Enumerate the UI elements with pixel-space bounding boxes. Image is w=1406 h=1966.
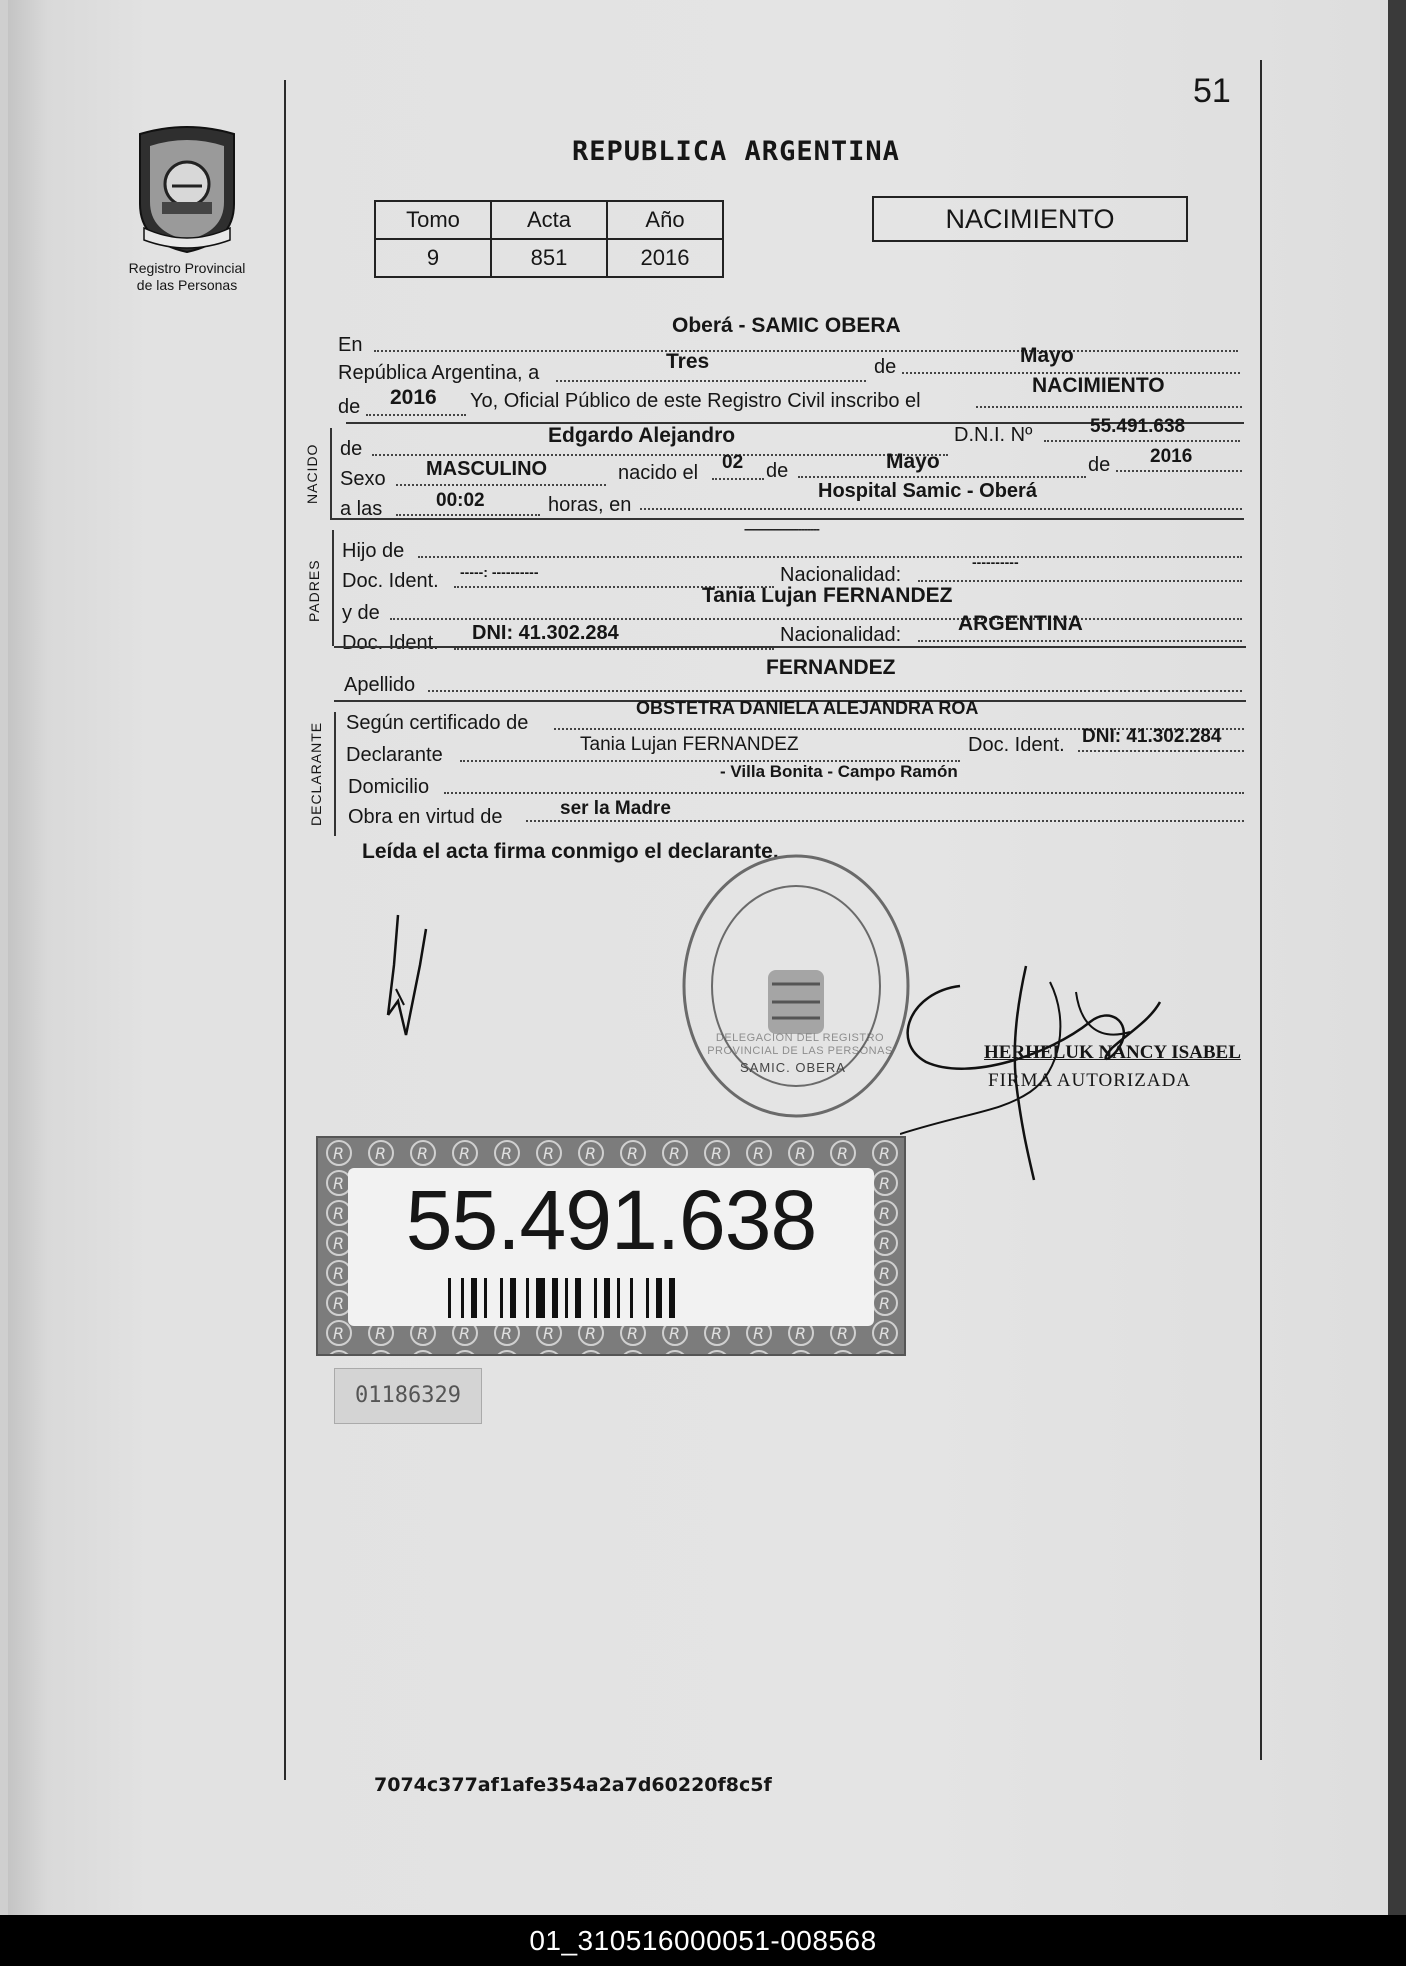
dotted-line [1078, 750, 1244, 752]
label-yo: Yo, Oficial Público de este Registro Civil inscribo el [470, 390, 921, 412]
label-doc-ident-1: Doc. Ident. [342, 570, 439, 592]
value-dni: 55.491.638 [1090, 416, 1186, 437]
side-label-declarante: DECLARANTE [308, 721, 324, 826]
signatory-role: FIRMA AUTORIZADA [988, 1070, 1192, 1091]
logo-caption [112, 260, 262, 294]
label-doc-ident-2: Doc. Ident. [342, 632, 439, 654]
value-madre-nac: ARGENTINA [958, 612, 1083, 635]
section-bar [334, 712, 336, 836]
dotted-line [798, 476, 1086, 478]
label-hijo-de: Hijo de [342, 540, 405, 562]
label-de-nombre: de [340, 438, 363, 460]
seal-ring-text: DELEGACION DEL REGISTRO PROVINCIAL DE LAS PERSONAS [707, 1032, 893, 1057]
dotted-line [418, 556, 1242, 558]
barcode-bar [484, 1278, 487, 1318]
value-declarante: Tania Lujan FERNANDEZ [580, 734, 799, 755]
value-declarante-doc: DNI: 41.302.284 [1082, 726, 1222, 747]
value-domicilio: - Villa Bonita - Campo Ramón [720, 762, 958, 781]
sticker-label [348, 1168, 874, 1326]
barcode-bar [669, 1278, 675, 1318]
barcode-bar [471, 1278, 477, 1318]
value-sexo: MASCULINO [426, 458, 548, 480]
misiones-shield-logo [132, 124, 242, 254]
dotted-line [640, 508, 1242, 510]
section-bar [330, 428, 332, 518]
section-divider [334, 646, 1246, 648]
barcode-bar [448, 1278, 451, 1318]
dotted-line [1044, 440, 1240, 442]
label-sexo: Sexo [340, 468, 386, 490]
dotted-line [390, 618, 1242, 620]
barcode-bar [565, 1278, 568, 1318]
barcode-bar [536, 1278, 545, 1318]
signatory-name: HERHELUK NANCY ISABEL [984, 1042, 1241, 1063]
value-certificado: OBSTETRA DANIELA ALEJANDRA ROA [636, 698, 979, 718]
label-republica: República Argentina, a [338, 362, 540, 384]
label-de: de [874, 356, 897, 378]
value-mes-nac: Mayo [886, 450, 940, 473]
barcode-bar [617, 1278, 620, 1318]
declarant-signature [376, 905, 438, 1045]
label-nacionalidad-2: Nacionalidad: [780, 624, 902, 646]
record-value-cell: 2016 [607, 239, 723, 277]
barcode-bar [500, 1278, 503, 1318]
footer-filename: 01_310516000051-008568 [0, 1915, 1406, 1966]
label-nacido-el: nacido el [618, 462, 699, 484]
label-domicilio: Domicilio [348, 776, 430, 798]
value-dia-nac: 02 [722, 452, 744, 473]
value-lugar: Oberá - SAMIC OBERA [672, 314, 901, 337]
value-madre-doc: DNI: 41.302.284 [472, 622, 619, 644]
label-obra: Obra en virtud de [348, 806, 503, 828]
label-nacionalidad-1: Nacionalidad: [780, 564, 902, 586]
value-apellido: FERNANDEZ [766, 656, 896, 679]
left-margin-line [284, 80, 286, 1780]
label-en: En [338, 334, 363, 356]
barcode-bar [594, 1278, 597, 1318]
label-segun: Según certificado de [346, 712, 529, 734]
record-table [374, 200, 724, 278]
side-label-padres: PADRES [306, 559, 322, 622]
record-table-row [375, 239, 723, 277]
dotted-line [372, 454, 948, 456]
sticker-number: 55.491.638 [405, 1173, 817, 1267]
value-madre-nombre: Tania Lujan FERNANDEZ [702, 584, 953, 607]
page-edge [1388, 0, 1406, 1915]
label-de-anio: de [1088, 454, 1111, 476]
barcode-bar [526, 1278, 529, 1318]
label-a-las: a las [340, 498, 383, 520]
dotted-line [366, 414, 466, 416]
value-obra: ser la Madre [560, 798, 671, 819]
value-lugar-nac: Hospital Samic - Oberá [818, 480, 1037, 502]
label-doc-ident-3: Doc. Ident. [968, 734, 1065, 756]
record-header-cell: Año [607, 201, 723, 239]
value-padre-doc: -----: ---------- [460, 564, 539, 580]
value-dia-texto: Tres [666, 350, 710, 373]
logo-caption-line-1: Registro Provincial [128, 260, 246, 276]
barcode [448, 1278, 774, 1318]
section-bar [332, 530, 334, 646]
side-label-nacido: NACIDO [304, 443, 320, 504]
dni-sticker [316, 1136, 906, 1356]
value-anio-nac: 2016 [1150, 446, 1193, 467]
record-value-cell: 851 [491, 239, 607, 277]
dotted-line [396, 514, 540, 516]
dotted-line [712, 478, 764, 480]
value-inscribe: NACIMIENTO [1032, 374, 1165, 397]
value-padre-nombre: ------------------------- [744, 522, 819, 536]
dotted-line [918, 580, 1242, 582]
page-number: 51 [1193, 72, 1231, 110]
barcode-bar [656, 1278, 662, 1318]
record-header-cell: Acta [491, 201, 607, 239]
document-title: REPUBLICA ARGENTINA [572, 136, 900, 167]
record-value-cell: 9 [375, 239, 491, 277]
dotted-line [454, 648, 774, 650]
label-horas-en: horas, en [548, 494, 632, 516]
label-dni: D.N.I. Nº [954, 424, 1033, 446]
label-apellido: Apellido [344, 674, 416, 696]
barcode-bar [461, 1278, 464, 1318]
closing-statement: Leída el acta firma conmigo el declarante. [362, 840, 779, 863]
barcode-bar [575, 1278, 581, 1318]
dotted-line [374, 350, 1238, 352]
value-padre-nac: ---------- [972, 554, 1019, 570]
label-y-de: y de [342, 602, 380, 624]
barcode-bar [630, 1278, 633, 1318]
barcode-bar [646, 1278, 649, 1318]
record-header-cell: Tomo [375, 201, 491, 239]
value-hora: 00:02 [436, 490, 485, 511]
value-anio: 2016 [390, 386, 437, 409]
dotted-line [556, 380, 866, 382]
value-nombre: Edgardo Alejandro [548, 424, 736, 447]
dotted-line [1116, 470, 1242, 472]
logo-caption-line-2: de las Personas [136, 277, 238, 293]
seal-inner-text: SAMIC. OBERA [740, 1060, 846, 1075]
serial-number: 01186329 [334, 1368, 482, 1424]
dotted-line [526, 820, 1244, 822]
label-de2: de [338, 396, 361, 418]
official-seal-stamp [680, 852, 912, 1120]
document-type-box: NACIMIENTO [872, 196, 1188, 242]
barcode-bar [604, 1278, 610, 1318]
dotted-line [444, 792, 1244, 794]
dotted-line [396, 484, 606, 486]
record-table-header [375, 201, 723, 239]
barcode-bar [552, 1278, 558, 1318]
document-hash: 7074c377af1afe354a2a7d60220f8c5f [374, 1774, 772, 1796]
section-divider [330, 518, 1244, 520]
label-declarante: Declarante [346, 744, 443, 766]
right-margin-line [1260, 60, 1262, 1760]
dotted-line [976, 406, 1242, 408]
barcode-bar [510, 1278, 516, 1318]
dotted-line [918, 640, 1242, 642]
dotted-line [428, 690, 1242, 692]
value-mes-texto: Mayo [1020, 344, 1074, 367]
label-de-mes: de [766, 460, 789, 482]
